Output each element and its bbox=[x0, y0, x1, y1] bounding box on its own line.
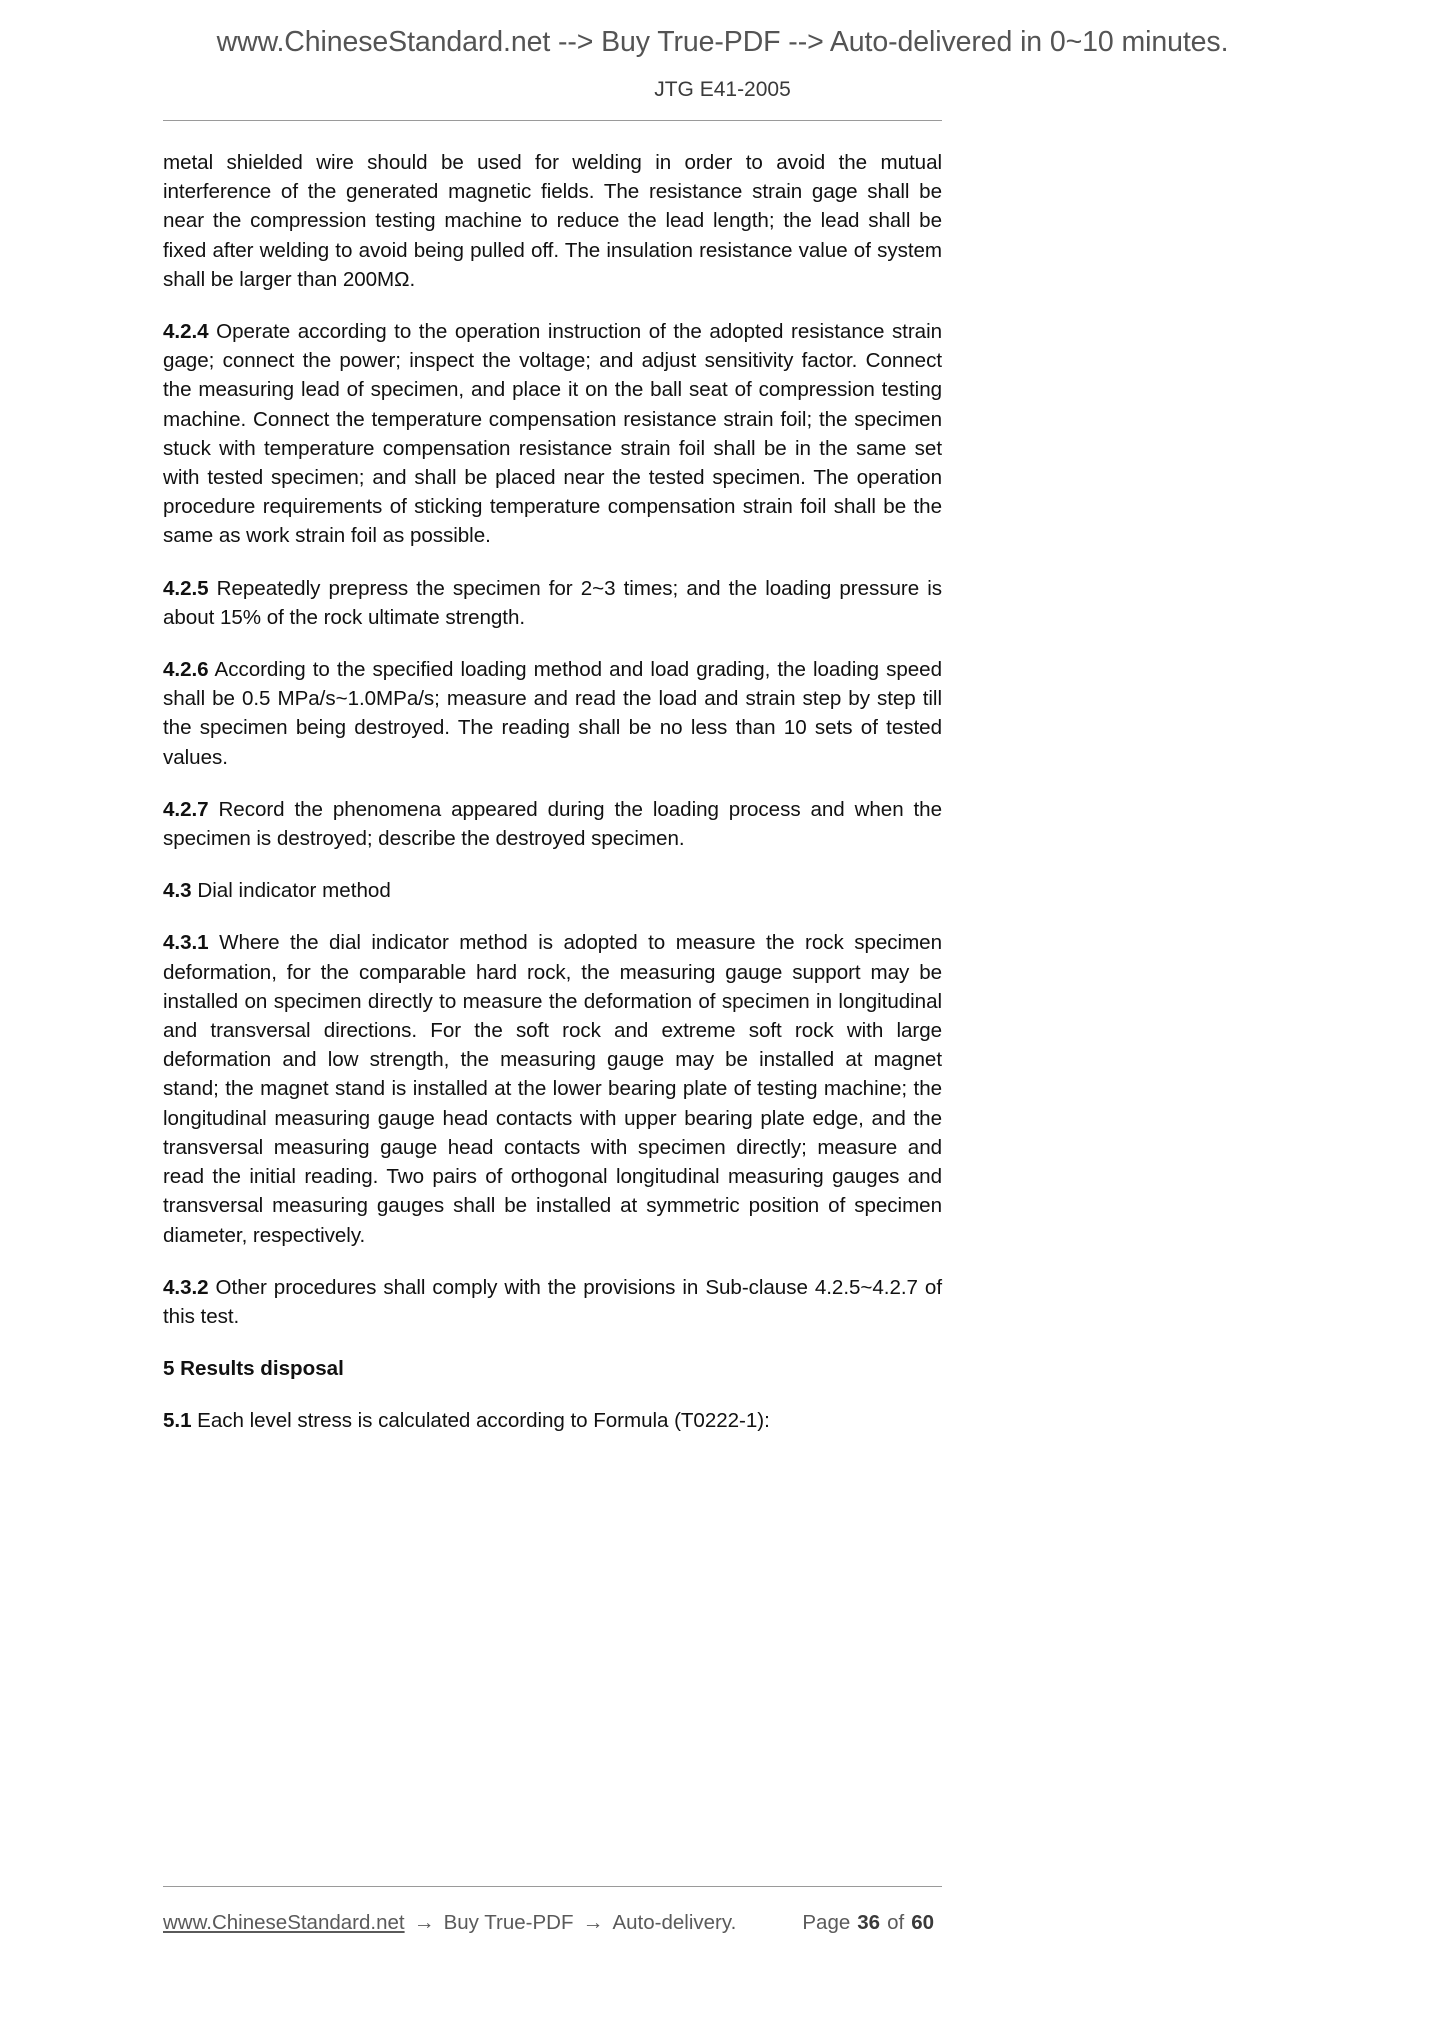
document-body bbox=[163, 148, 942, 1436]
paragraph-text: Where the dial indicator method is adopted to measure the rock specimen deformation, for the comparable hard rock, the measuring gauge support may be installed on specimen directly to measure the deformation of specimen in longitudinal and transversal directions. For the soft rock and extreme soft rock with large deformation and low strength, the measuring gauge may be installed at magnet stand; the magnet stand is installed at the lower bearing plate of testing machine; the longitudinal measuring gauge head contacts with upper bearing plate edge, and the transversal measuring gauge head contacts with specimen directly; measure and read the initial reading. Two pairs of orthogonal longitudinal measuring gauges and transversal measuring gauges shall be installed at symmetric position of specimen diameter, respectively. bbox=[163, 931, 942, 1247]
paragraph-4-2-5 bbox=[163, 574, 942, 632]
paragraph-5-1 bbox=[163, 1406, 942, 1435]
paragraph-text: Dial indicator method bbox=[191, 879, 391, 903]
clause-number: 4.3 bbox=[163, 879, 192, 903]
footer-divider-rule bbox=[163, 1886, 942, 1887]
page-footer bbox=[163, 1906, 942, 1940]
clause-number: 4.2.6 bbox=[163, 658, 209, 682]
footer-site-link[interactable]: www.ChineseStandard.net bbox=[163, 1911, 405, 1934]
clause-number: 4.3.2 bbox=[163, 1275, 209, 1299]
paragraph-text: Other procedures shall comply with the provisions in Sub-clause 4.2.5~4.2.7 of this test. bbox=[163, 1275, 942, 1328]
paragraph-4-2-7 bbox=[163, 795, 942, 853]
footer-buy-label: Buy True-PDF bbox=[443, 1911, 574, 1934]
clause-number: 4.3.1 bbox=[163, 931, 209, 955]
clause-number: 4.2.7 bbox=[163, 797, 209, 821]
footer-promo-group bbox=[163, 1911, 736, 1935]
section-heading-5 bbox=[163, 1354, 942, 1383]
paragraph-4-3-heading bbox=[163, 876, 942, 905]
page-label: Page bbox=[802, 1911, 851, 1934]
paragraph-4-2-6 bbox=[163, 655, 942, 772]
paragraph-text: metal shielded wire should be used for welding in order to avoid the mutual interference of the generated magnetic fields. The resistance strain gage shall be near the compression testing machine to reduce the lead length; the lead shall be fixed after welding to avoid being pulled off. The insulation resistance value of system shall be larger than 200MΩ. bbox=[163, 151, 942, 291]
paragraph-text: Operate according to the operation instruction of the adopted resistance strain gage; connect the power; inspect the voltage; and adjust sensitivity factor. Connect the measuring lead of specimen, and place it on the ball seat of compression testing machine. Connect the temperature compensation resistance strain foil; the specimen stuck with temperature compensation resistance strain foil shall be in the same set with tested specimen; and shall be placed near the tested specimen. The operation procedure requirements of sticking temperature compensation strain foil shall be the same as work strain foil as possible. bbox=[163, 320, 942, 548]
paragraph-4-2-4 bbox=[163, 317, 942, 551]
current-page-number: 36 bbox=[857, 1911, 881, 1934]
paragraph-4-3-2 bbox=[163, 1273, 942, 1331]
paragraph-4-3-1 bbox=[163, 928, 942, 1249]
paragraph-text: Each level stress is calculated according to Formula (T0222-1): bbox=[191, 1409, 770, 1433]
of-label: of bbox=[887, 1911, 905, 1934]
promo-banner: www.ChineseStandard.net --> Buy True-PDF --> Auto-delivered in 0~10 minutes. bbox=[216, 26, 1229, 58]
footer-delivery-label: Auto-delivery. bbox=[612, 1911, 737, 1934]
section-heading-text: 5 Results disposal bbox=[163, 1357, 344, 1381]
paragraph-continued bbox=[163, 148, 942, 294]
arrow-right-icon: → bbox=[413, 1911, 435, 1934]
clause-number: 4.2.4 bbox=[163, 320, 209, 344]
clause-number: 4.2.5 bbox=[163, 576, 209, 600]
running-head-standard-code: JTG E41-2005 bbox=[654, 78, 791, 101]
paragraph-text: Record the phenomena appeared during the loading process and when the specimen is destroyed; describe the destroyed specimen. bbox=[163, 797, 942, 851]
paragraph-text: Repeatedly prepress the specimen for 2~3 times; and the loading pressure is about 15% of the rock ultimate strength. bbox=[163, 576, 942, 629]
arrow-right-icon: → bbox=[582, 1911, 604, 1934]
page-indicator bbox=[802, 1911, 942, 1935]
header-divider-rule bbox=[163, 120, 942, 121]
paragraph-text: According to the specified loading method and load grading, the loading speed shall be 0.5 MPa/s~1.0MPa/s; measure and read the load and strain step by step till the specimen being destroyed. The reading shall be no less than 10 sets of tested values. bbox=[163, 658, 942, 769]
clause-number: 5.1 bbox=[163, 1409, 192, 1433]
total-page-count: 60 bbox=[911, 1911, 934, 1934]
